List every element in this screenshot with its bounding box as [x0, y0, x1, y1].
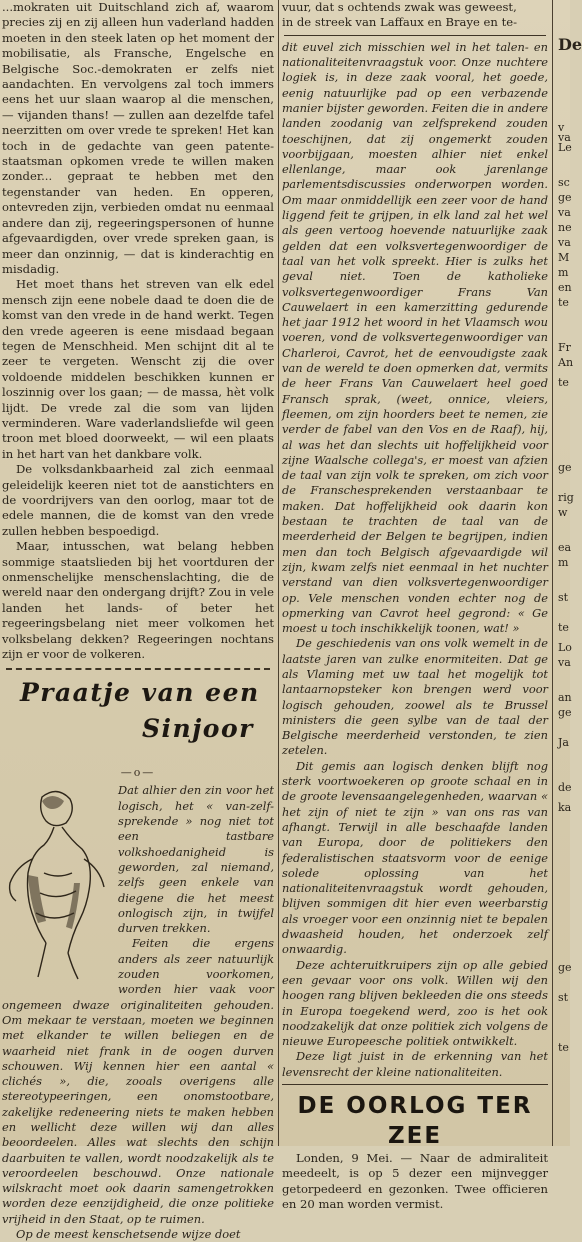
- top-line: in de streek van Laffaux en Braye en te-: [282, 15, 518, 30]
- fragment-text: M: [558, 251, 570, 264]
- news-item: Londen, 9 Mei. — Naar de admiraliteit meedeelt, is op 5 dezer een mijnvegger getorpedeerd en gezonken. Twee officieren en 20 man worden vermist.: [282, 1151, 548, 1212]
- praatje-headline: [2, 676, 274, 766]
- fragment-text: ne: [558, 221, 572, 234]
- fragment-text: Ja: [558, 736, 569, 749]
- column-rule: [552, 0, 553, 1146]
- fragment-text: en: [558, 281, 572, 294]
- fragment-text: te: [558, 296, 569, 309]
- article-paragraph: De volksdankbaarheid zal zich eenmaal geleidelijk keeren niet tot de aanstichters en de voordrijvers van den oorlog, maar tot de edele mannen, die de komst van den vrede zullen hebben bespoedigd.: [2, 462, 274, 538]
- fragment-text: ea: [558, 541, 572, 554]
- article-paragraph: Dit gemis aan logisch denken blijft nog sterk voortwoekeren op groote schaal en in de groote levensaangelegenheden, waarvan « het zijn of niet te zijn » van ons ras van afhangt. Terwijl in alle beschaafde landen van Europa, door de politiekers den federalistischen staatsvorm voor de eenige solede oplossing van het nationaliteitenvraagstuk wordt gehouden, blijven sommigen dit hier even weerbarstig als vroeger voor een onzinnig niet te bepalen dwaasheid houden, het onderzoek zelf onwaardig.: [282, 758, 548, 957]
- fragment-text: va: [558, 656, 571, 669]
- article-paragraph: De geschiedenis van ons volk wemelt in de laatste jaren van zulke enormiteiten. Dat ge als Vlaming met uw taal het mogelijk tot lantaarnopsteker kon brengen werd voor logisch gehouden, zoowel als te Brussel ministers die geen sylbe van de taal der Belgische meerderheid verstonden, te zien zetelen.: [282, 636, 548, 758]
- fragment-text: an: [558, 691, 572, 704]
- column-rule: [278, 0, 279, 1146]
- headline-line-2: Sinjoor: [142, 714, 254, 744]
- article-intro: ...mokraten uit Duitschland zich af, waarom precies zij en zij alleen hun vaderland hadden moeten in den steek laten op het moment der mobilisatie, als Fransche, Engelsche en Belgische Soc.-demokraten er zelfs niet aandachten. En vervolgens zal toch immers eens het uur slaan waarop al die menschen, — vijanden thans! — zullen aan dezelfde tafel neerzitten om over vrede te spreken! Het kan toch in de gedachte van geen patente-staatsman opkomen vrede te willen maken zonder... gepraat te hebben met den tegenstander van heden. En opperen, ontevreden zijn, verbieden omdat nu eenmaal andere dan zij, regeeringspersonen of hunne afgevaardigden, over vrede spreken gaan, is meer dan onzinnig, — dat is kinderachtig en misdadig.: [2, 0, 274, 276]
- fragment-text: Lo: [558, 641, 572, 654]
- fragment-text: ge: [558, 706, 572, 719]
- fragment-text: ge: [558, 461, 572, 474]
- fragment-text: te: [558, 621, 569, 634]
- fragment-text: va: [558, 236, 571, 249]
- fragment-text: m: [558, 556, 569, 569]
- fragment-text: De: [558, 35, 582, 54]
- fragment-text: An: [558, 356, 574, 369]
- fragment-text: sc: [558, 176, 570, 189]
- fragment-text: st: [558, 591, 569, 604]
- top-line: vuur, dat s ochtends zwak was geweest,: [282, 0, 517, 14]
- section-headline: DE OORLOG TER ZEE: [282, 1084, 548, 1151]
- dashed-divider: [6, 668, 270, 670]
- fragment-text: va: [558, 206, 571, 219]
- fragment-text: ge: [558, 961, 572, 974]
- fragment-text: w: [558, 506, 568, 519]
- sketch-illustration: [2, 783, 112, 983]
- fragment-text: rig: [558, 491, 574, 504]
- fragment-text: va: [558, 131, 571, 144]
- article-paragraph: Maar, intusschen, wat belang hebben sommige staatslieden bij het voortduren der onmenschelijke menschenslachting, die de wereld naar den ondergang drijft? Zou in vele landen het lands- of beter het regeeringsbelang niet meer volkomen het volksbelang dekken? Regeeringen nochtans zijn er voor de volkeren.: [2, 539, 274, 662]
- ornament-divider: —o—: [120, 766, 156, 780]
- fragment-text: st: [558, 991, 569, 1004]
- fragment-text: ge: [558, 191, 572, 204]
- praatje-paragraph: Feiten die ergens anders als zeer natuurlijk zouden voorkomen, worden hier vaak voor ongemeen dwaze originaliteiten gehouden. Om mekaar te verstaan, moeten we beginnen met elkander te willen beliegen en de waarheid niet frank in de oogen durven schouwen. Wij kennen hier een aantal « clichés », die, zooals overigens alle stereotypeeringen, een onomstootbare, zakelijke redeneering niets te maken hebben en wellicht deze willen wij dan alles beoordeelen. Alles wat slechts den schijn daarbuiten te vallen, wordt noodzakelijk als te veroordeelen beschouwd. Onze nationale wilskracht moet ook daarin samengetrokken worden deze eenzijdigheid, die onze politieke vrijheid in den Staat, op te ruimen.: [2, 936, 274, 1226]
- fragment-text: v: [558, 121, 565, 134]
- fragment-text: te: [558, 376, 569, 389]
- article-paragraph: Deze achteruitkruipers zijn op alle gebied een gevaar voor ons volk. Willen wij den hoogen rang blijven bekleeden die ons steeds in Europa toegekend werd, zoo is het ook noodzakelijk dat onze politiek zich volgens de nieuwe Europeesche politiek ontwikkelt.: [282, 957, 548, 1049]
- fragment-text: m: [558, 266, 569, 279]
- article-paragraph: Deze ligt juist in de erkenning van het levensrecht der kleine nationaliteiten.: [282, 1049, 548, 1079]
- fragment-text: de: [558, 781, 572, 794]
- praatje-paragraph: Dat alhier den zin voor het logisch, het « van-zelf-sprekende » nog niet tot een tastbare volkshoedanigheid is geworden, zal niemand, zelfs geen enkele van diegene die het meest onlogisch zijn, in twijfel durven trekken.: [118, 783, 274, 936]
- column-left: [2, 0, 274, 1242]
- article-paragraph: Het moet thans het streven van elk edel mensch zijn eene nobele daad te doen die de komst van den vrede in de hand werkt. Tegen den vrede ageeren is eene misdaad begaan tegen de Menschheid. Men schijnt dit al te zeer te vergeten. Wenscht zij die over voldoende middelen beschikken kunnen er loszinnig over los gaan; — de massa, hèt volk lijdt. De vrede zal die som van lijden verminderen. Ware vaderlandsliefde wil geen troon met bloed doorweekt, — wil een plaats in het hart van het dankbare volk.: [2, 277, 274, 461]
- fragment-text: ka: [558, 801, 572, 814]
- fragment-text: Fr: [558, 341, 571, 354]
- article-paragraph: dit euvel zich misschien wel in het talen- en nationaliteitenvraagstuk voor. Onze nuchtere logiek is, in deze zaak vooral, het goede, eenig natuurlijke pad op een verbazende manier bijster geworden. Feiten die in andere landen zoodanig van zelfsprekend zouden toeschijnen, dat zij ongemerkt zouden voorbijgaan, moesten alhier niet enkel ellenlange, maar ook jarenlange parlementsdiscussies onderworpen worden. Om maar onmiddellijk een zeer voor de hand liggend feit te grijpen, in elk land zal het wel als geen vertoog hoevende natuurlijke zaak gelden dat een volksvertegenwoordiger de taal van het volk spreekt. Hier is zulks het geval niet. Toen de katholieke volksvertegenwoordiger Frans Van Cauwelaert in een kamerzitting gedurende het jaar 1912 het woord in het Vlaamsch wou voeren, vond de volksvertegenwoordiger van Charleroi, Cavrot, het de eenvoudigste zaak van de wereld te doen opmerken dat, vermits de heer Frans Van Cauwelaert heel goed Fransch sprak, (weet, onnice, vleiers, fleemen, om zijn hoorders beet te nemen, zie verder de fabel van den Vos en de Raaf), hij, al was het dan slechts uit hoffelijkheid voor zijne Waalsche collega's, er moest van afzien de taal van zijn volk te spreken, om zich voor de Franschesprekenden verstaanbaar te maken. Dat hoffelijkheid ook daarin kon bestaan te trachten de taal van de meerderheid der Belgen te begrijpen, indien men dan toch Belgisch afgevaardigde wil zijn, kwam zelfs niet eenmaal in het nuchter verstand van dien volksvertegenwoordiger op. Vele menschen vonden echter nog de opmerking van Cavrot heel gegrond: « Ge moest u toch inschikkelijk toonen, wat! »: [282, 39, 548, 636]
- headline-line-1: Praatje van een: [20, 678, 260, 708]
- divider: [284, 35, 546, 36]
- praatje-paragraph-tail: Op de meest kenschetsende wijze doet: [16, 1227, 241, 1242]
- fragment-text: Le: [558, 141, 572, 154]
- sinjoor-figure-icon: [2, 783, 112, 983]
- fragment-text: te: [558, 1041, 569, 1054]
- column-right-fragment: [556, 0, 582, 1146]
- column-middle: [282, 0, 548, 1212]
